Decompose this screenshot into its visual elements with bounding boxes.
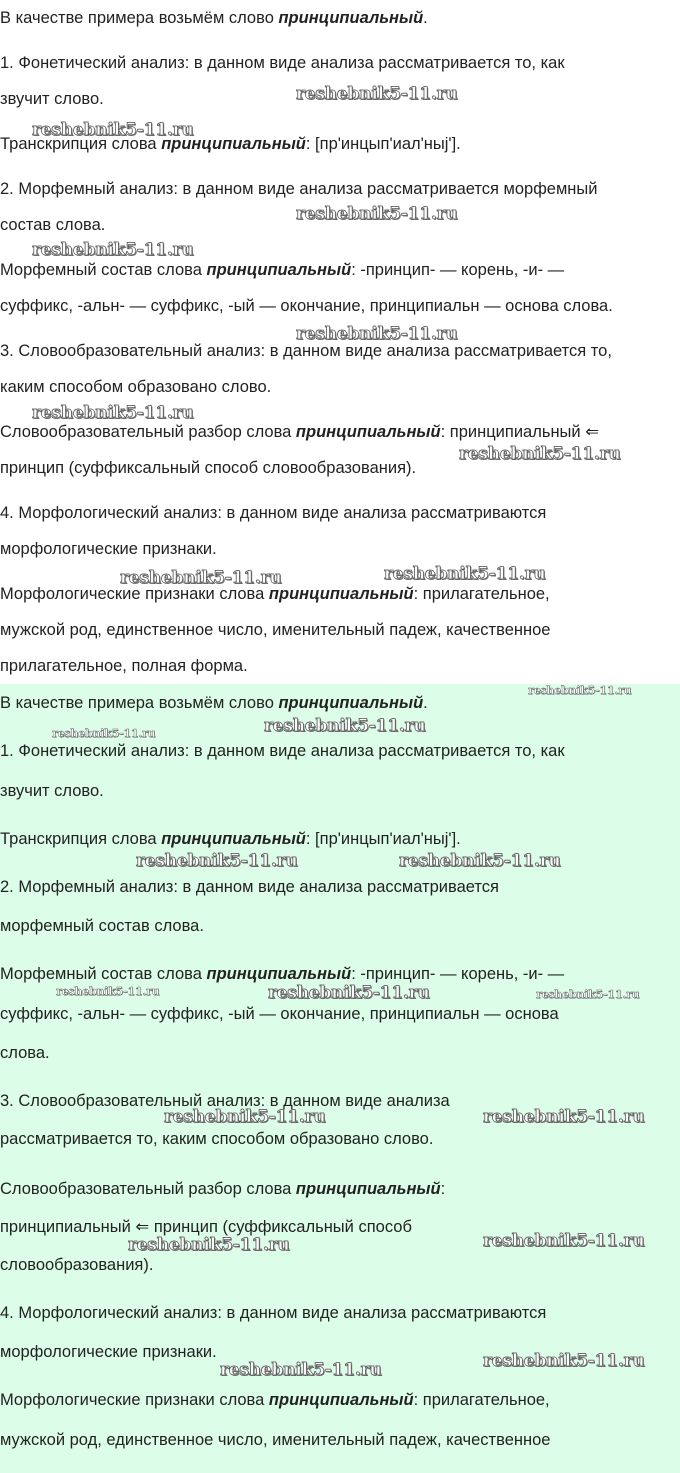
morphemic-line-cont: слова. (0, 1044, 50, 1062)
intro-line: В качестве примера возьмём слово принципиальный. (0, 9, 428, 27)
derivation-heading: 3. Словообразовательный анализ: в данном виде анализа рассматривается то, (0, 342, 612, 360)
derivation-heading-cont: каким способом образовано слово. (0, 378, 272, 396)
example-word: принципиальный (268, 585, 414, 603)
green-text-block (0, 684, 680, 1473)
example-word: принципиальный (206, 965, 352, 983)
example-word: принципиальный (278, 9, 424, 27)
watermark: reshebnik5-11.ru (528, 684, 632, 697)
morphemic-line: Морфемный состав слова принципиальный: -принцип- — корень, -и- — (0, 965, 565, 983)
watermark: reshebnik5-11.ru (459, 444, 621, 464)
morphemic-heading: 2. Морфемный анализ: в данном виде анализа рассматривается морфемный (0, 180, 598, 198)
derivation-line-cont: словообразования). (0, 1256, 154, 1274)
morphemic-line-cont: суффикс, -альн- — суффикс, -ый — окончание, принципиальн — основа слова. (0, 297, 613, 315)
watermark: reshebnik5-11.ru (120, 568, 282, 588)
derivation-line-cont: принцип (суффиксальный способ словообразования). (0, 459, 417, 477)
morphology-line-cont: мужской род, единственное число, именительный падеж, качественное (0, 621, 551, 639)
phonetic-heading: 1. Фонетический анализ: в данном виде анализа рассматривается то, как (0, 742, 565, 760)
watermark: reshebnik5-11.ru (483, 1107, 645, 1127)
watermark: reshebnik5-11.ru (32, 403, 194, 423)
phonetic-heading-cont: звучит слово. (0, 782, 104, 800)
phonetic-heading: 1. Фонетический анализ: в данном виде анализа рассматривается то, как (0, 54, 565, 72)
transcription-line: Транскрипция слова принципиальный: [пр'инцып'иал'ныj']. (0, 135, 461, 153)
example-word: принципиальный (161, 135, 306, 153)
watermark: reshebnik5-11.ru (52, 727, 156, 740)
morphemic-heading-cont: состав слова. (0, 216, 106, 234)
morphemic-line: Морфемный состав слова принципиальный: -принцип- — корень, -и- — (0, 261, 565, 279)
watermark: reshebnik5-11.ru (399, 851, 561, 871)
watermark: reshebnik5-11.ru (128, 1235, 290, 1255)
watermark: reshebnik5-11.ru (32, 240, 194, 260)
watermark: reshebnik5-11.ru (536, 988, 640, 1001)
morphemic-heading-cont: морфемный состав слова. (0, 917, 204, 935)
derivation-line-cont: принципиальный ⇐ принцип (суффиксальный способ (0, 1218, 412, 1236)
watermark: reshebnik5-11.ru (56, 985, 160, 998)
watermark: reshebnik5-11.ru (220, 1360, 382, 1380)
morphology-line-cont: прилагательное, полная форма. (0, 657, 248, 675)
watermark: reshebnik5-11.ru (164, 1107, 326, 1127)
example-word: принципиальный (295, 423, 441, 441)
morphology-heading-cont: морфологические признаки. (0, 540, 217, 558)
watermark: reshebnik5-11.ru (136, 851, 298, 871)
watermark: reshebnik5-11.ru (264, 716, 426, 736)
derivation-heading: 3. Словообразовательный анализ: в данном виде анализа (0, 1092, 450, 1110)
example-word: принципиальный (278, 694, 424, 712)
transcription-line: Транскрипция слова принципиальный: [пр'инцып'иал'ныj']. (0, 830, 461, 848)
watermark: reshebnik5-11.ru (483, 1351, 645, 1371)
example-word: принципиальный (295, 1180, 441, 1198)
example-word: принципиальный (161, 830, 306, 848)
watermark: reshebnik5-11.ru (296, 204, 458, 224)
morphology-line: Морфологические признаки слова принципиальный: прилагательное, (0, 585, 550, 603)
morphemic-heading: 2. Морфемный анализ: в данном виде анализа рассматривается (0, 878, 499, 896)
example-word: принципиальный (206, 261, 352, 279)
example-word: принципиальный (268, 1391, 414, 1409)
morphology-heading-cont: морфологические признаки. (0, 1343, 217, 1361)
morphology-heading: 4. Морфологический анализ: в данном виде анализа рассматриваются (0, 504, 547, 522)
watermark: reshebnik5-11.ru (384, 564, 546, 584)
derivation-heading-cont: рассматривается то, каким способом образовано слово. (0, 1130, 434, 1148)
watermark: reshebnik5-11.ru (483, 1231, 645, 1251)
morphemic-line-cont: суффикс, -альн- — суффикс, -ый — окончание, принципиальн — основа (0, 1005, 559, 1023)
phonetic-heading-cont: звучит слово. (0, 90, 104, 108)
watermark: reshebnik5-11.ru (296, 84, 458, 104)
white-text-block (0, 0, 680, 684)
watermark: reshebnik5-11.ru (32, 120, 194, 140)
watermark: reshebnik5-11.ru (268, 983, 430, 1003)
morphology-line: Морфологические признаки слова принципиальный: прилагательное, (0, 1391, 550, 1409)
watermark: reshebnik5-11.ru (296, 324, 458, 344)
intro-line: В качестве примера возьмём слово принципиальный. (0, 694, 428, 712)
morphology-heading: 4. Морфологический анализ: в данном виде анализа рассматриваются (0, 1304, 547, 1322)
morphology-line-cont: мужской род, единственное число, именительный падеж, качественное (0, 1431, 551, 1449)
derivation-line: Словообразовательный разбор слова принципиальный: принципиальный ⇐ (0, 423, 600, 441)
derivation-line: Словообразовательный разбор слова принципиальный: (0, 1180, 446, 1198)
